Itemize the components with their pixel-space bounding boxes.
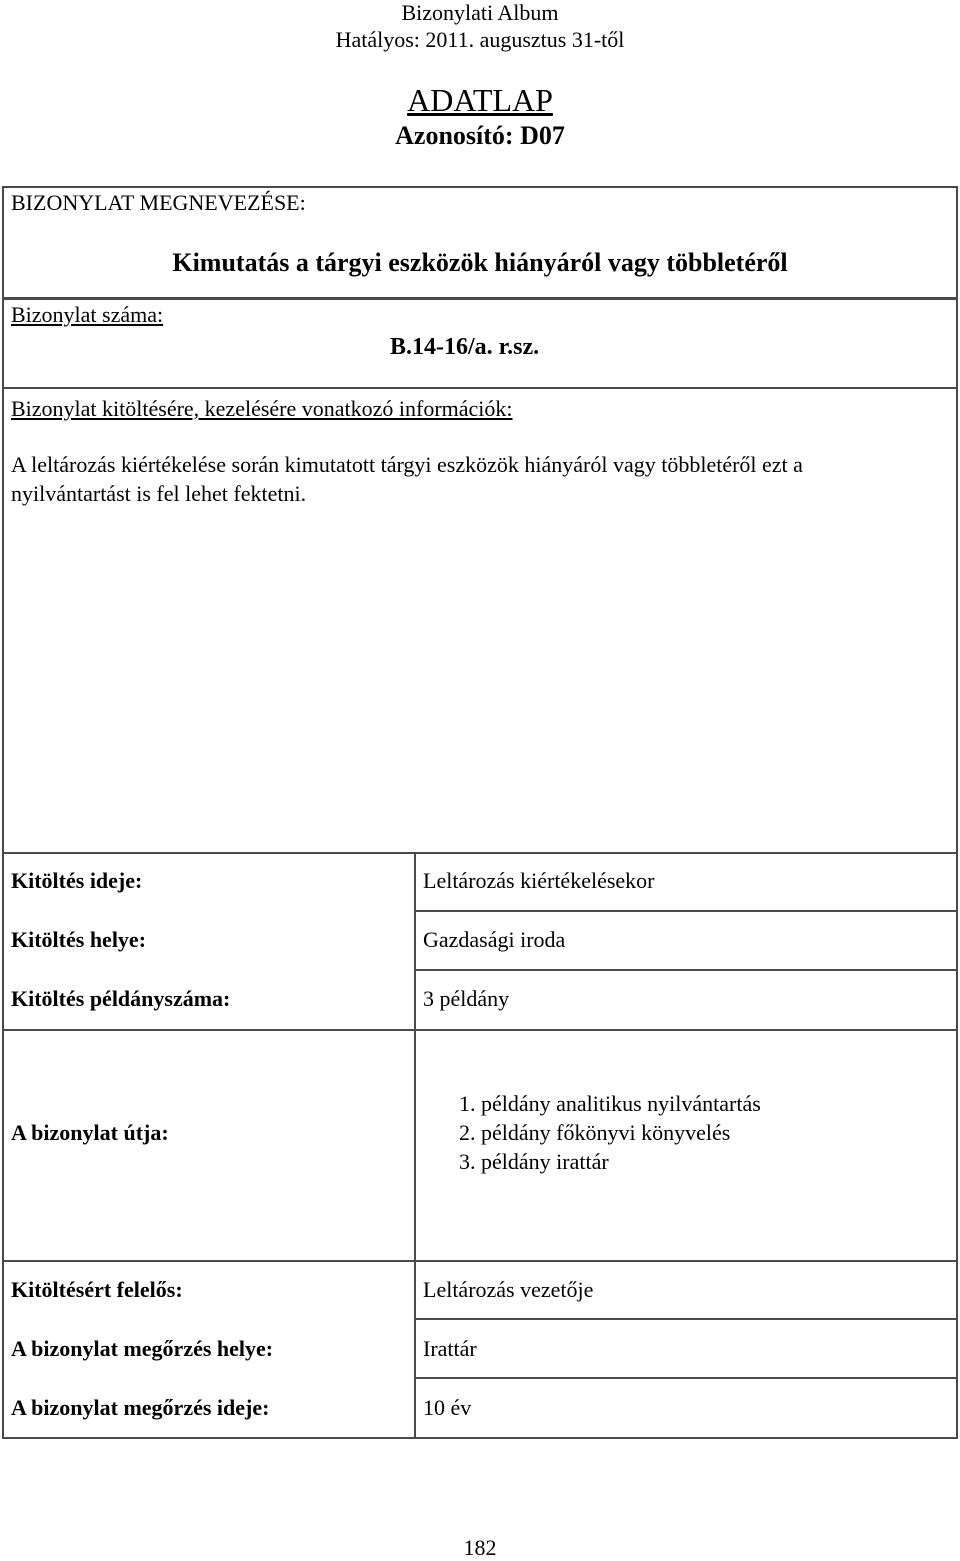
responsible-label: Kitöltésért felelős: [11,1277,183,1302]
fill-place-value: Gazdasági iroda [423,927,566,952]
album-title: Bizonylati Album [401,0,559,25]
page-number: 182 [463,1535,497,1560]
storage-place-value: Irattár [423,1336,477,1361]
document-number-value: B.14-16/a. r.sz. [390,334,540,360]
fill-time-value: Leltározás kiértékelésekor [423,868,655,893]
route-item: 3. példány irattár [459,1149,609,1174]
responsible-value: Leltározás vezetője [423,1277,594,1302]
fill-place-label: Kitöltés helye: [11,927,147,952]
divider [2,387,958,389]
storage-time-label: A bizonylat megőrzés ideje: [11,1395,270,1420]
divider [414,1377,958,1379]
info-text-line-1: A leltározás kiértékelése során kimutatott tárgyi eszközök hiányáról vagy többletéről ezt a [11,452,803,477]
info-heading: Bizonylat kitöltésére, kezelésére vonatkozó információk: [11,396,513,421]
fill-time-label: Kitöltés ideje: [11,868,143,893]
document-name-label: BIZONYLAT MEGNEVEZÉSE: [11,190,306,215]
divider [414,969,958,971]
info-text-line-2: nyilvántartást is fel lehet fektetni. [11,481,307,506]
divider [414,852,416,1031]
route-item: 2. példány főkönyvi könyvelés [459,1120,731,1145]
divider [414,1029,416,1262]
document-name-box [2,186,958,300]
divider [414,1260,416,1439]
storage-time-value: 10 év [423,1395,472,1420]
fill-copies-value: 3 példány [423,986,510,1011]
form-id: Azonosító: D07 [395,121,565,150]
document-name-value: Kimutatás a tárgyi eszközök hiányáról vagy többletéről [172,248,788,277]
effective-date: Hatályos: 2011. augusztus 31-től [335,27,625,52]
document-number-label: Bizonylat száma: [11,302,164,327]
fill-copies-label: Kitöltés példányszáma: [11,986,231,1011]
route-label: A bizonylat útja: [11,1120,169,1145]
info-box [2,297,958,854]
divider [414,910,958,912]
divider [414,1318,958,1320]
storage-place-label: A bizonylat megőrzés helye: [11,1336,274,1361]
form-title: ADATLAP [407,82,553,118]
route-item: 1. példány analitikus nyilvántartás [459,1091,761,1116]
